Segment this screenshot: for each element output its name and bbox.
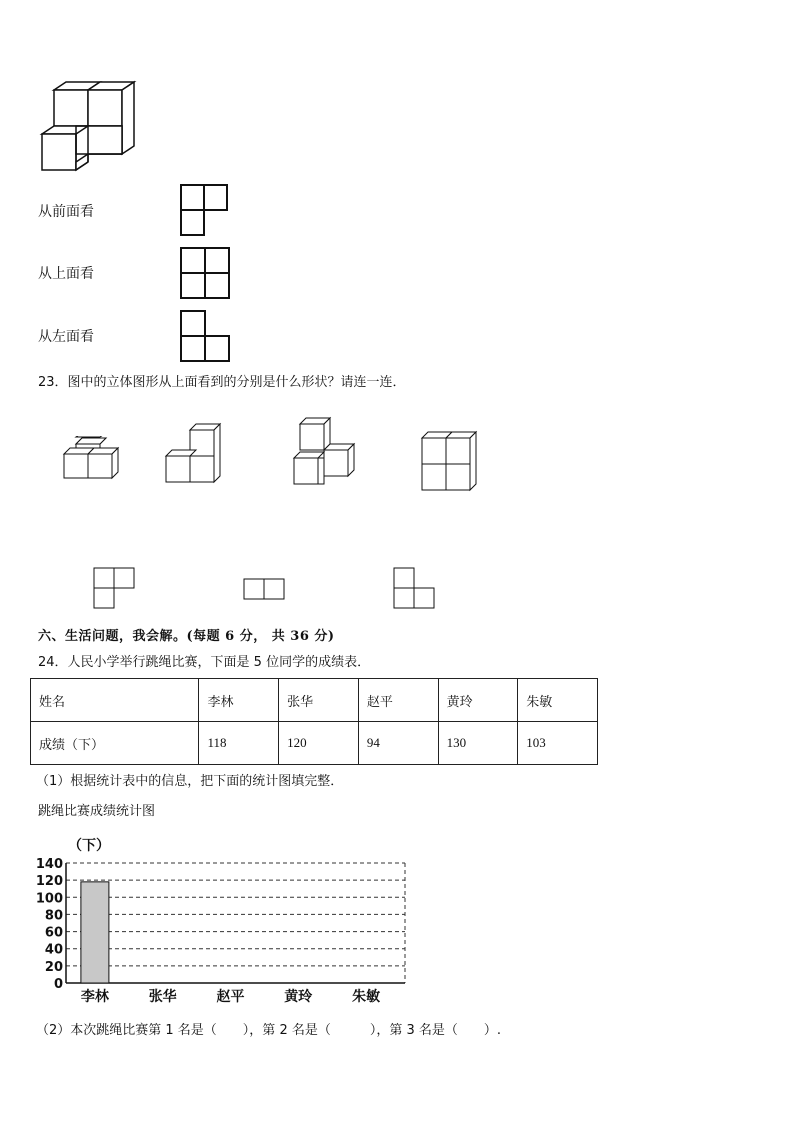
y-tick-label: 40 bbox=[44, 942, 63, 958]
table-cell: 姓名 bbox=[31, 679, 199, 722]
x-tick-label: 黄玲 bbox=[284, 989, 313, 1005]
y-tick-label: 60 bbox=[44, 925, 63, 941]
y-tick-label: 140 bbox=[35, 857, 63, 872]
jump-rope-bar-chart bbox=[30, 830, 430, 1010]
solid-c bbox=[290, 416, 364, 488]
table-cell: 120 bbox=[279, 722, 359, 765]
x-tick-label: 张华 bbox=[148, 989, 177, 1005]
y-tick-label: 120 bbox=[35, 874, 63, 890]
solid-figure-top bbox=[38, 80, 138, 176]
question-24-intro: 24．人民小学举行跳绳比赛，下面是 5 位同学的成绩表． bbox=[38, 655, 371, 670]
view-label-top: 从上面看 bbox=[38, 266, 94, 282]
table-row-scores bbox=[31, 722, 598, 765]
question-24-part-1: （1）根据统计表中的信息，把下面的统计图填完整． bbox=[36, 774, 344, 789]
table-cell: 103 bbox=[518, 722, 598, 765]
top-view-figure bbox=[180, 247, 232, 301]
left-view-figure bbox=[180, 310, 232, 364]
bar-李林 bbox=[81, 882, 109, 983]
question-23: 23．图中的立体图形从上面看到的分别是什么形状？请连一连． bbox=[38, 375, 406, 390]
y-tick-label: 0 bbox=[53, 977, 63, 992]
table-cell: 成绩（下） bbox=[31, 722, 199, 765]
y-tick-label: 80 bbox=[44, 908, 63, 924]
top-shape-option-3[interactable] bbox=[393, 567, 437, 611]
solid-b bbox=[164, 422, 228, 486]
front-view-figure bbox=[180, 184, 230, 238]
table-cell: 130 bbox=[438, 722, 518, 765]
solid-d bbox=[420, 428, 484, 492]
y-tick-label: 20 bbox=[44, 959, 63, 975]
x-tick-label: 李林 bbox=[80, 989, 109, 1005]
table-cell: 赵平 bbox=[358, 679, 438, 722]
score-table bbox=[30, 678, 598, 765]
table-cell: 黄玲 bbox=[438, 679, 518, 722]
view-label-front: 从前面看 bbox=[38, 204, 94, 220]
table-row-header bbox=[31, 679, 598, 722]
section-6-title: 六、生活问题，我会解。(每题 6 分， 共 36 分) bbox=[38, 629, 335, 644]
y-unit-label: （下） bbox=[68, 838, 110, 854]
table-cell: 朱敏 bbox=[518, 679, 598, 722]
top-shape-option-2[interactable] bbox=[243, 578, 287, 602]
solid-a bbox=[62, 436, 128, 482]
top-shape-option-1[interactable] bbox=[93, 567, 137, 611]
question-24-part-2: （2）本次跳绳比赛第 1 名是（ ），第 2 名是（ ），第 3 名是（ ）. bbox=[36, 1023, 502, 1038]
table-cell: 李林 bbox=[199, 679, 279, 722]
chart-title: 跳绳比赛成绩统计图 bbox=[38, 804, 156, 819]
y-tick-label: 100 bbox=[35, 891, 63, 907]
table-cell: 94 bbox=[358, 722, 438, 765]
x-tick-label: 朱敏 bbox=[352, 989, 381, 1005]
table-cell: 118 bbox=[199, 722, 279, 765]
view-label-left: 从左面看 bbox=[38, 329, 94, 345]
table-cell: 张华 bbox=[279, 679, 359, 722]
x-tick-label: 赵平 bbox=[216, 989, 245, 1005]
